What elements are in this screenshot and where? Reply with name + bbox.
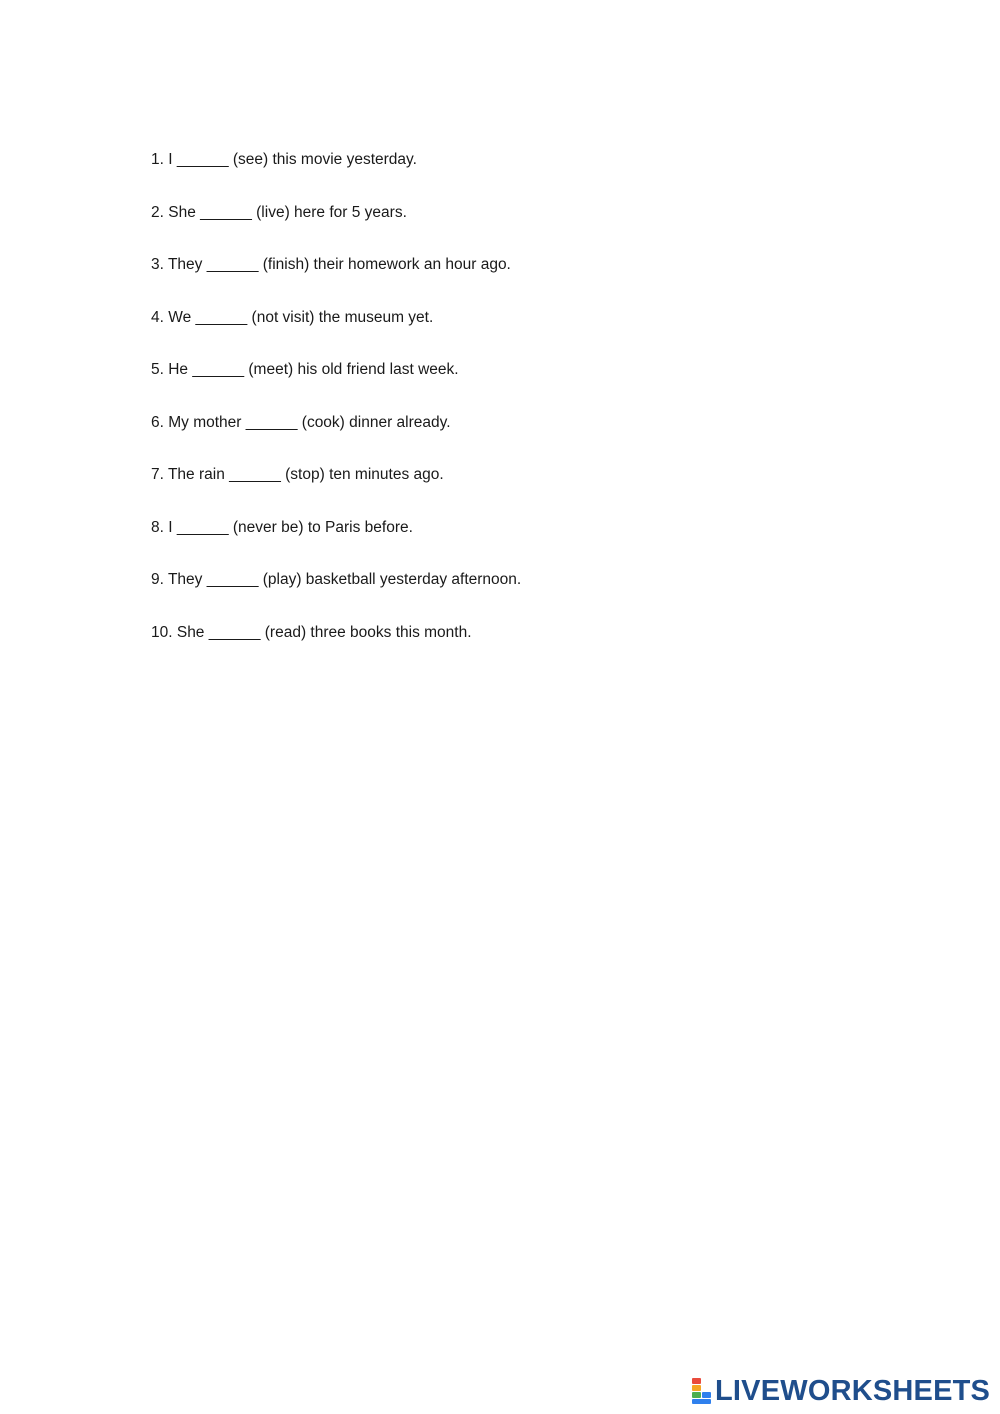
question-2: 2. She ______ (live) here for 5 years. [151, 203, 407, 221]
question-5: 5. He ______ (meet) his old friend last week. [151, 361, 459, 378]
logo-text: LIVEWORKSHEETS [715, 1375, 991, 1407]
question-10: 10. She ______ (read) three books this month. [151, 623, 472, 641]
question-7: 7. The rain ______ (stop) ten minutes ago. [151, 466, 444, 483]
logo-square-blue [702, 1392, 711, 1398]
logo-square-green [692, 1392, 701, 1398]
question-4: 4. We ______ (not visit) the museum yet. [151, 308, 434, 326]
logo-squares-icon [692, 1378, 712, 1404]
liveworksheets-logo [692, 1374, 990, 1408]
question-3: 3. They ______ (finish) their homework an hour ago. [151, 256, 511, 273]
logo-square-blue-top [692, 1399, 711, 1404]
logo-square-orange [692, 1385, 701, 1391]
worksheet-questions [151, 148, 911, 673]
question-6: 6. My mother ______ (cook) dinner already. [151, 413, 451, 431]
question-9: 9. They ______ (play) basketball yesterday afternoon. [151, 571, 522, 588]
logo-square-red [692, 1378, 701, 1384]
question-8: 8. I ______ (never be) to Paris before. [151, 518, 413, 536]
question-1: 1. I ______ (see) this movie yesterday. [151, 151, 417, 168]
